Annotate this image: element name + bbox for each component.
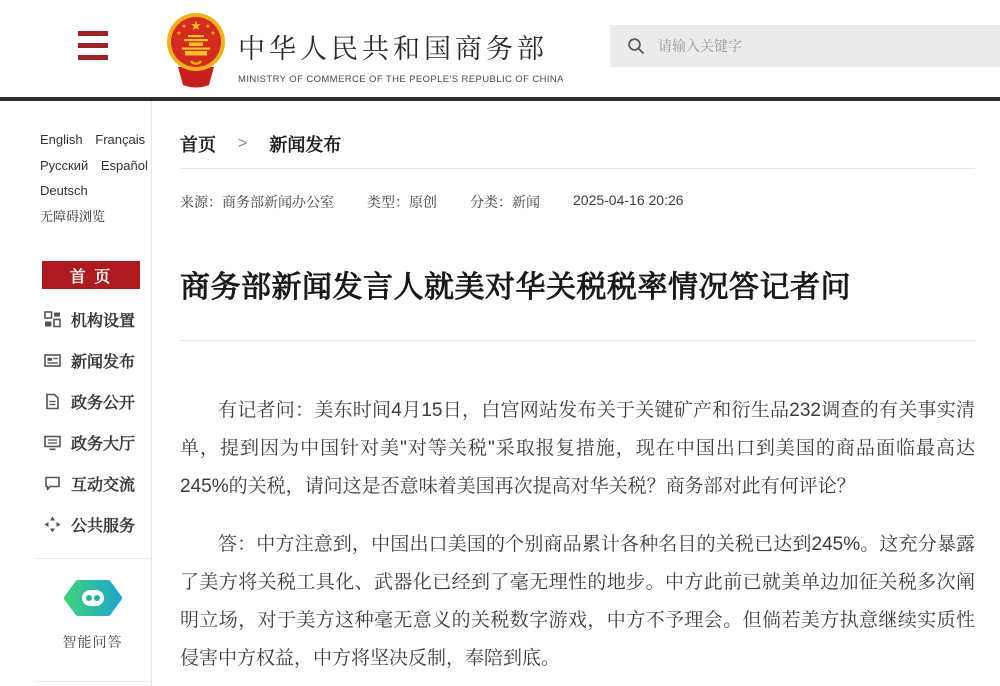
- monitor-icon: [44, 434, 61, 451]
- search-input[interactable]: [658, 38, 918, 54]
- compass-arrows-icon: [44, 516, 61, 533]
- sidebar-item-label: 新闻发布: [71, 353, 136, 371]
- main-content: [152, 101, 1000, 686]
- sidebar-item-label: 机构设置: [71, 312, 136, 330]
- meta-datetime: 2025-04-16 20:26: [573, 192, 684, 208]
- breadcrumb-separator-icon: >: [238, 135, 248, 152]
- language-switcher: [40, 127, 151, 229]
- sidebar-nav: [0, 261, 151, 535]
- site-name-zh: 中华人民共和国商务部: [238, 34, 548, 64]
- article-title: 商务部新闻发言人就美对华关税税率情况答记者问: [180, 271, 851, 304]
- sidebar-item-label: 公共服务: [71, 517, 136, 535]
- breadcrumb-home[interactable]: 首页: [180, 135, 216, 155]
- search-icon[interactable]: [627, 37, 645, 55]
- lang-english[interactable]: English: [40, 132, 83, 147]
- breadcrumb: [180, 131, 975, 157]
- chat-icon: [44, 475, 61, 492]
- svg-text:★: ★: [205, 24, 211, 30]
- article-paragraph-answer: 答：中方注意到，中国出口美国的个别商品累计各种名目的关税已达到245%。这充分暴露了美方将关税工具化、武器化已经到了毫无理性的地步。中方此前已就美单边加征关税多次阐明立场，对于美方这种毫无意义的关税数字游戏，中方不予理会。但倘若美方执意继续实质性侵害中方权益，中方将坚决反制，奉陪到底。: [180, 534, 975, 669]
- lang-espanol[interactable]: Español: [100, 157, 148, 173]
- breadcrumb-divider: [180, 168, 975, 169]
- svg-text:★: ★: [190, 18, 202, 33]
- site-titles: [238, 11, 564, 85]
- national-emblem-icon: [166, 11, 226, 94]
- breadcrumb-current[interactable]: 新闻发布: [269, 135, 342, 155]
- lang-francais[interactable]: Français: [95, 132, 146, 147]
- sidebar-item-label: 互动交流: [71, 476, 136, 494]
- article-paragraph-question: 有记者问：美东时间4月15日，白宫网站发布关于关键矿产和衍生品232调查的有关事实清单，提到因为中国针对美"对等关税"采取报复措施，现在中国出口到美国的商品面临最高达245%的关税，请问这是否意味着美国再次提高对华关税？商务部对此有何评论？: [180, 400, 975, 497]
- sidebar-item-interaction[interactable]: [44, 472, 151, 494]
- newspaper-icon: [44, 352, 61, 369]
- site-header: [0, 0, 1000, 97]
- svg-text:★: ★: [210, 31, 216, 37]
- document-icon: [44, 393, 61, 410]
- sidebar-item-public-services[interactable]: [44, 513, 151, 535]
- sidebar: [0, 101, 152, 686]
- sidebar-item-organization[interactable]: [44, 308, 151, 330]
- robot-qa-icon[interactable]: [62, 576, 124, 620]
- site-name-en: MINISTRY OF COMMERCE OF THE PEOPLE'S REPUBLIC OF CHINA: [238, 74, 564, 85]
- sidebar-item-gov-disclosure[interactable]: [44, 390, 151, 412]
- site-logo[interactable]: [166, 11, 564, 94]
- sidebar-item-home[interactable]: 首 页: [42, 261, 140, 289]
- title-divider: [180, 340, 975, 341]
- smart-qa-widget[interactable]: [34, 558, 151, 682]
- sidebar-item-news[interactable]: [44, 349, 151, 371]
- svg-text:★: ★: [181, 24, 187, 30]
- accessibility-browsing-link[interactable]: 无障碍浏览: [40, 208, 106, 224]
- sidebar-item-service-hall[interactable]: [44, 431, 151, 453]
- hamburger-menu-icon[interactable]: [78, 31, 108, 60]
- meta-type: 类型：原创: [367, 194, 437, 210]
- search-bar[interactable]: [610, 25, 1000, 67]
- article-meta: [180, 192, 975, 212]
- smart-qa-label[interactable]: 智能问答: [62, 634, 123, 650]
- org-grid-icon: [44, 311, 61, 328]
- lang-deutsch[interactable]: Deutsch: [40, 183, 88, 198]
- sidebar-item-label: 政务公开: [71, 394, 136, 412]
- svg-text:★: ★: [176, 31, 182, 37]
- sidebar-item-label: 政务大厅: [71, 435, 136, 453]
- meta-source: 来源：商务部新闻办公室: [180, 194, 334, 210]
- lang-russian[interactable]: Русский: [40, 157, 89, 173]
- article-body: [180, 392, 975, 678]
- meta-category: 分类：新闻: [470, 194, 540, 210]
